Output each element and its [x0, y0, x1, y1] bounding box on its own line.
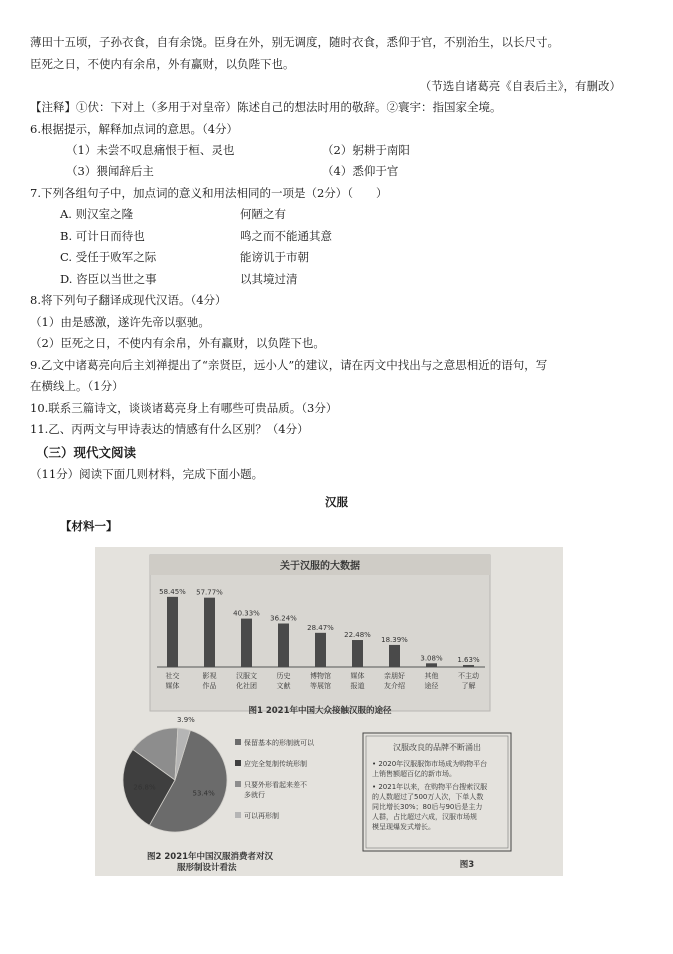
pie-caption-line-2: 服形制设计看法 — [177, 863, 237, 873]
q6-option-2: （2）躬耕于南阳 — [322, 143, 410, 157]
bar-value-label-1: 58.45% — [159, 587, 186, 596]
question-6: 6.根据提示，解释加点词的意思。（4分） — [30, 122, 239, 136]
bar-value-label-9: 1.63% — [457, 656, 480, 665]
bar-4 — [278, 624, 289, 667]
bar-category-label-4-2: 文献 — [276, 682, 291, 690]
bar-9 — [463, 665, 474, 667]
figure3-bullet-2-line-2: 的人数超过了500万人次，下单人数 — [372, 793, 484, 801]
figure3-bullet-2-line-3: 同比增长30%；80后与90后是主力 — [372, 803, 483, 811]
bar-1 — [167, 597, 178, 667]
pie-legend — [235, 738, 315, 820]
bar-chart-title: 关于汉服的大数据 — [280, 561, 360, 572]
bar-category-label-2-1: 影视 — [202, 672, 217, 680]
q8-item-1: （1）由是感激，遂许先帝以驱驰。 — [30, 315, 210, 329]
bar-category-label-3-2: 化社团 — [236, 682, 257, 690]
pie-caption-line-1: 图2 2021年中国汉服消费者对汉 — [147, 852, 274, 862]
q7-option-d-right: 以其境过清 — [240, 272, 298, 286]
bar-category-label-7-2: 友介绍 — [384, 682, 405, 690]
pie-legend-label-3-2: 多就行 — [244, 791, 265, 799]
section-heading: （三）现代文阅读 — [36, 445, 137, 460]
bar-category-label-6-1: 媒体 — [350, 672, 365, 680]
bar-category-label-8-1: 其他 — [424, 672, 439, 680]
q7-option-b-right: 鸣之而不能通其意 — [240, 229, 332, 243]
q6-option-4: （4）悉仰于官 — [322, 164, 399, 178]
bar-value-label-3: 40.33% — [233, 609, 260, 618]
section-intro: （11分）阅读下面几则材料，完成下面小题。 — [30, 467, 264, 481]
bar-category-label-4-1: 历史 — [276, 672, 291, 680]
question-7: 7.下列各组句子中，加点词的意义和用法相同的一项是（2分）（ ） — [30, 186, 388, 200]
figure3-caption: 图3 — [459, 860, 475, 870]
question-8: 8.将下列句子翻译成现代汉语。（4分） — [30, 293, 227, 307]
bar-category-label-5-2: 等展馆 — [310, 682, 331, 690]
bar-category-label-1-1: 社交 — [165, 672, 180, 680]
figure3-bullet-1-line-2: 上销售额超百亿的新市场。 — [372, 770, 456, 778]
pie-legend-label-3-1: 只要外形看起来差不 — [244, 781, 307, 789]
pie-legend-label-4-1: 可以再形制 — [244, 812, 279, 820]
question-9-line-1: 9.乙文中诸葛亮向后主刘禅提出了“亲贤臣，远小人”的建议，请在丙文中找出与之意思相近的语句，写 — [30, 358, 548, 372]
bar-5 — [315, 633, 326, 667]
q8-item-2: （2）臣死之日，不使内有余帛，外有赢财，以负陛下也。 — [30, 336, 325, 350]
pie-legend-label-1-1: 保留基本的形制就可以 — [244, 739, 314, 747]
bar-8 — [426, 663, 437, 667]
bar-category-label-6-2: 报道 — [350, 682, 365, 690]
figure3-bullet-2-line-4: 人群，占比超过六成，汉服市场规 — [372, 813, 477, 821]
pie-slice-label-4: 3.9% — [177, 715, 195, 724]
bar-category-label-7-1: 亲朋好 — [384, 672, 405, 680]
pie-legend-swatch-1 — [235, 739, 241, 745]
figure3-bullet-2-line-5: 模呈现爆发式增长。 — [372, 823, 435, 831]
classical-text-line-2: 臣死之日，不使内有余帛，外有赢财，以负陛下也。 — [30, 57, 295, 71]
pie-legend-swatch-3 — [235, 781, 241, 787]
q7-option-a-left: A. 则汉室之隆 — [60, 207, 134, 221]
pie-slice-label-1: 53.4% — [192, 789, 215, 798]
bar-category-label-5-1: 博物馆 — [310, 672, 331, 680]
q6-option-3: （3）猥闻辞后主 — [66, 164, 154, 178]
question-9-line-2: 在横线上。（1分） — [30, 379, 124, 393]
question-10: 10.联系三篇诗文，谈谈诸葛亮身上有哪些可贵品质。（3分） — [30, 401, 338, 415]
q7-option-b-left: B. 可计日而待也 — [60, 229, 145, 243]
pie-legend-label-2-1: 应完全复制传统形制 — [244, 760, 307, 768]
question-11: 11.乙、丙两文与甲诗表达的情感有什么区别？（4分） — [30, 422, 309, 436]
bar-value-label-7: 18.39% — [381, 635, 408, 644]
pie-legend-swatch-4 — [235, 812, 241, 818]
bar-7 — [389, 645, 400, 667]
bar-chart-caption: 图1 2021年中国大众接触汉服的途径 — [248, 706, 392, 716]
annotation-note: 【注释】①伏：下对上（多用于对皇帝）陈述自己的想法时用的敬辞。②寰宇：指国家全境。 — [30, 100, 502, 114]
q7-option-a-right: 何陋之有 — [240, 207, 286, 221]
bar-value-label-8: 3.08% — [420, 654, 443, 663]
classical-source: （节选自诸葛亮《自表后主》，有删改） — [419, 79, 621, 93]
q7-option-c-right: 能谤讥于市朝 — [240, 250, 309, 264]
figure3-title: 汉服改良的品牌不断涌出 — [393, 743, 481, 752]
bar-category-label-2-2: 作品 — [202, 682, 217, 690]
pie-legend-swatch-2 — [235, 760, 241, 766]
q7-option-c-left: C. 受任于败军之际 — [60, 250, 157, 264]
bar-category-label-8-2: 途径 — [424, 682, 439, 690]
chart-figure — [95, 547, 563, 876]
bar-value-label-4: 36.24% — [270, 614, 297, 623]
bar-3 — [241, 619, 252, 667]
material-label: 【材料一】 — [60, 519, 118, 533]
bar-value-label-6: 22.48% — [344, 631, 371, 640]
bar-category-label-9-2: 了解 — [461, 682, 476, 690]
figure3-bullet-2-line-1: • 2021年以来，在购物平台搜索汉服 — [372, 783, 488, 791]
bar-6 — [352, 640, 363, 667]
q6-option-1: （1）未尝不叹息痛恨于桓、灵也 — [66, 143, 235, 157]
bar-category-label-9-1: 不主动 — [458, 672, 479, 680]
bar-value-label-2: 57.77% — [196, 588, 223, 597]
figure3-inner-border — [366, 736, 508, 848]
bar-category-label-3-1: 汉服文 — [236, 672, 257, 680]
pie-slice-label-2: 26.8% — [133, 783, 156, 792]
article-title: 汉服 — [325, 495, 348, 509]
bar-value-label-5: 28.47% — [307, 623, 334, 632]
bar-2 — [204, 598, 215, 667]
classical-text-line-1: 薄田十五顷，子孙衣食，自有余饶。臣身在外，别无调度，随时衣食，悉仰于官，不别治生，以长尺寸。 — [30, 35, 559, 49]
figure3-bullet-1-line-1: • 2020年汉服服饰市场成为购物平台 — [372, 760, 488, 768]
figure3-text — [372, 759, 487, 831]
material-photo — [95, 547, 563, 876]
q7-option-d-left: D. 咨臣以当世之事 — [60, 272, 157, 286]
pie-chart — [123, 716, 227, 832]
bar-category-label-1-2: 媒体 — [165, 682, 180, 690]
